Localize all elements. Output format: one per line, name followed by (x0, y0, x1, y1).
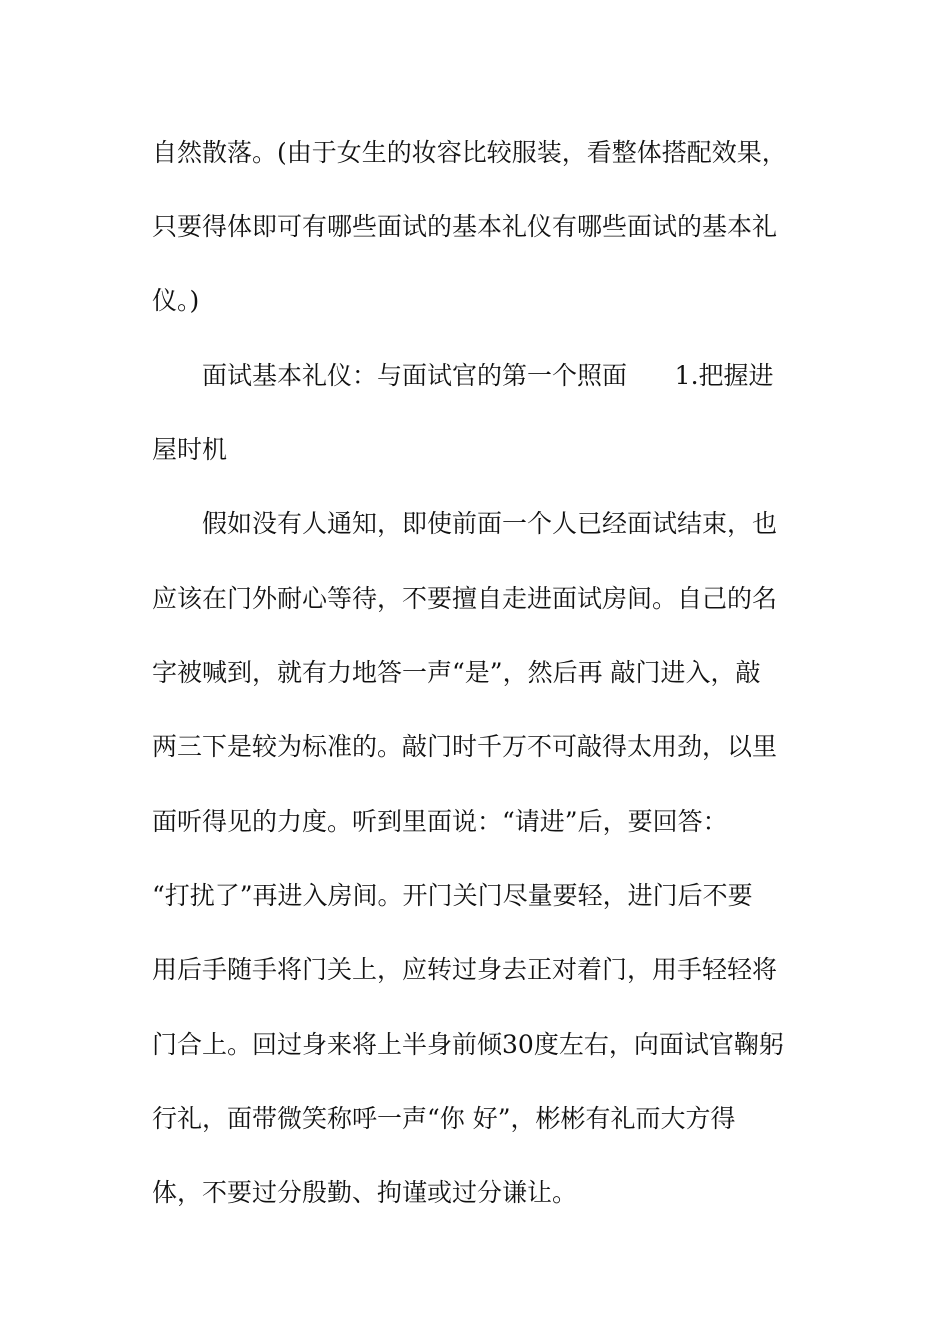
text-line-1: 自然散落。(由于女生的妆容比较服装，看整体搭配效果， (152, 138, 787, 167)
paragraph-line-8: 门合上。回过身来将上半身前倾30度左右，向面试官鞠躬 (152, 1030, 784, 1059)
text-line-2: 只要得体即可有哪些面试的基本礼仪有哪些面试的基本礼 (152, 212, 778, 241)
section-heading-line: 面试基本礼仪：与面试官的第一个照面 1.把握进 (202, 361, 774, 390)
section-heading-continuation: 屋时机 (152, 435, 228, 464)
paragraph-line-6: “打扰了”再进入房间。开门关门尽量要轻，进门后不要 (152, 881, 753, 910)
text-line-3: 仪。) (152, 286, 200, 315)
paragraph-line-2: 应该在门外耐心等待，不要擅自走进面试房间。自己的名 (152, 584, 778, 613)
paragraph-line-4: 两三下是较为标准的。敲门时千万不可敲得太用劲，以里 (152, 732, 778, 761)
paragraph-line-9: 行礼，面带微笑称呼一声“你 好”，彬彬有礼而大方得 (152, 1104, 736, 1133)
paragraph-line-7: 用后手随手将门关上，应转过身去正对着门，用手轻轻将 (152, 955, 778, 984)
paragraph-line-10: 体，不要过分殷勤、拘谨或过分谦让。 (152, 1178, 578, 1207)
paragraph-line-5: 面听得见的力度。听到里面说：“请进”后，要回答： (152, 807, 728, 836)
paragraph-line-1: 假如没有人通知，即使前面一个人已经面试结束，也 (202, 509, 778, 538)
paragraph-line-3: 字被喊到，就有力地答一声“是”，然后再 敲门进入，敲 (152, 658, 761, 687)
